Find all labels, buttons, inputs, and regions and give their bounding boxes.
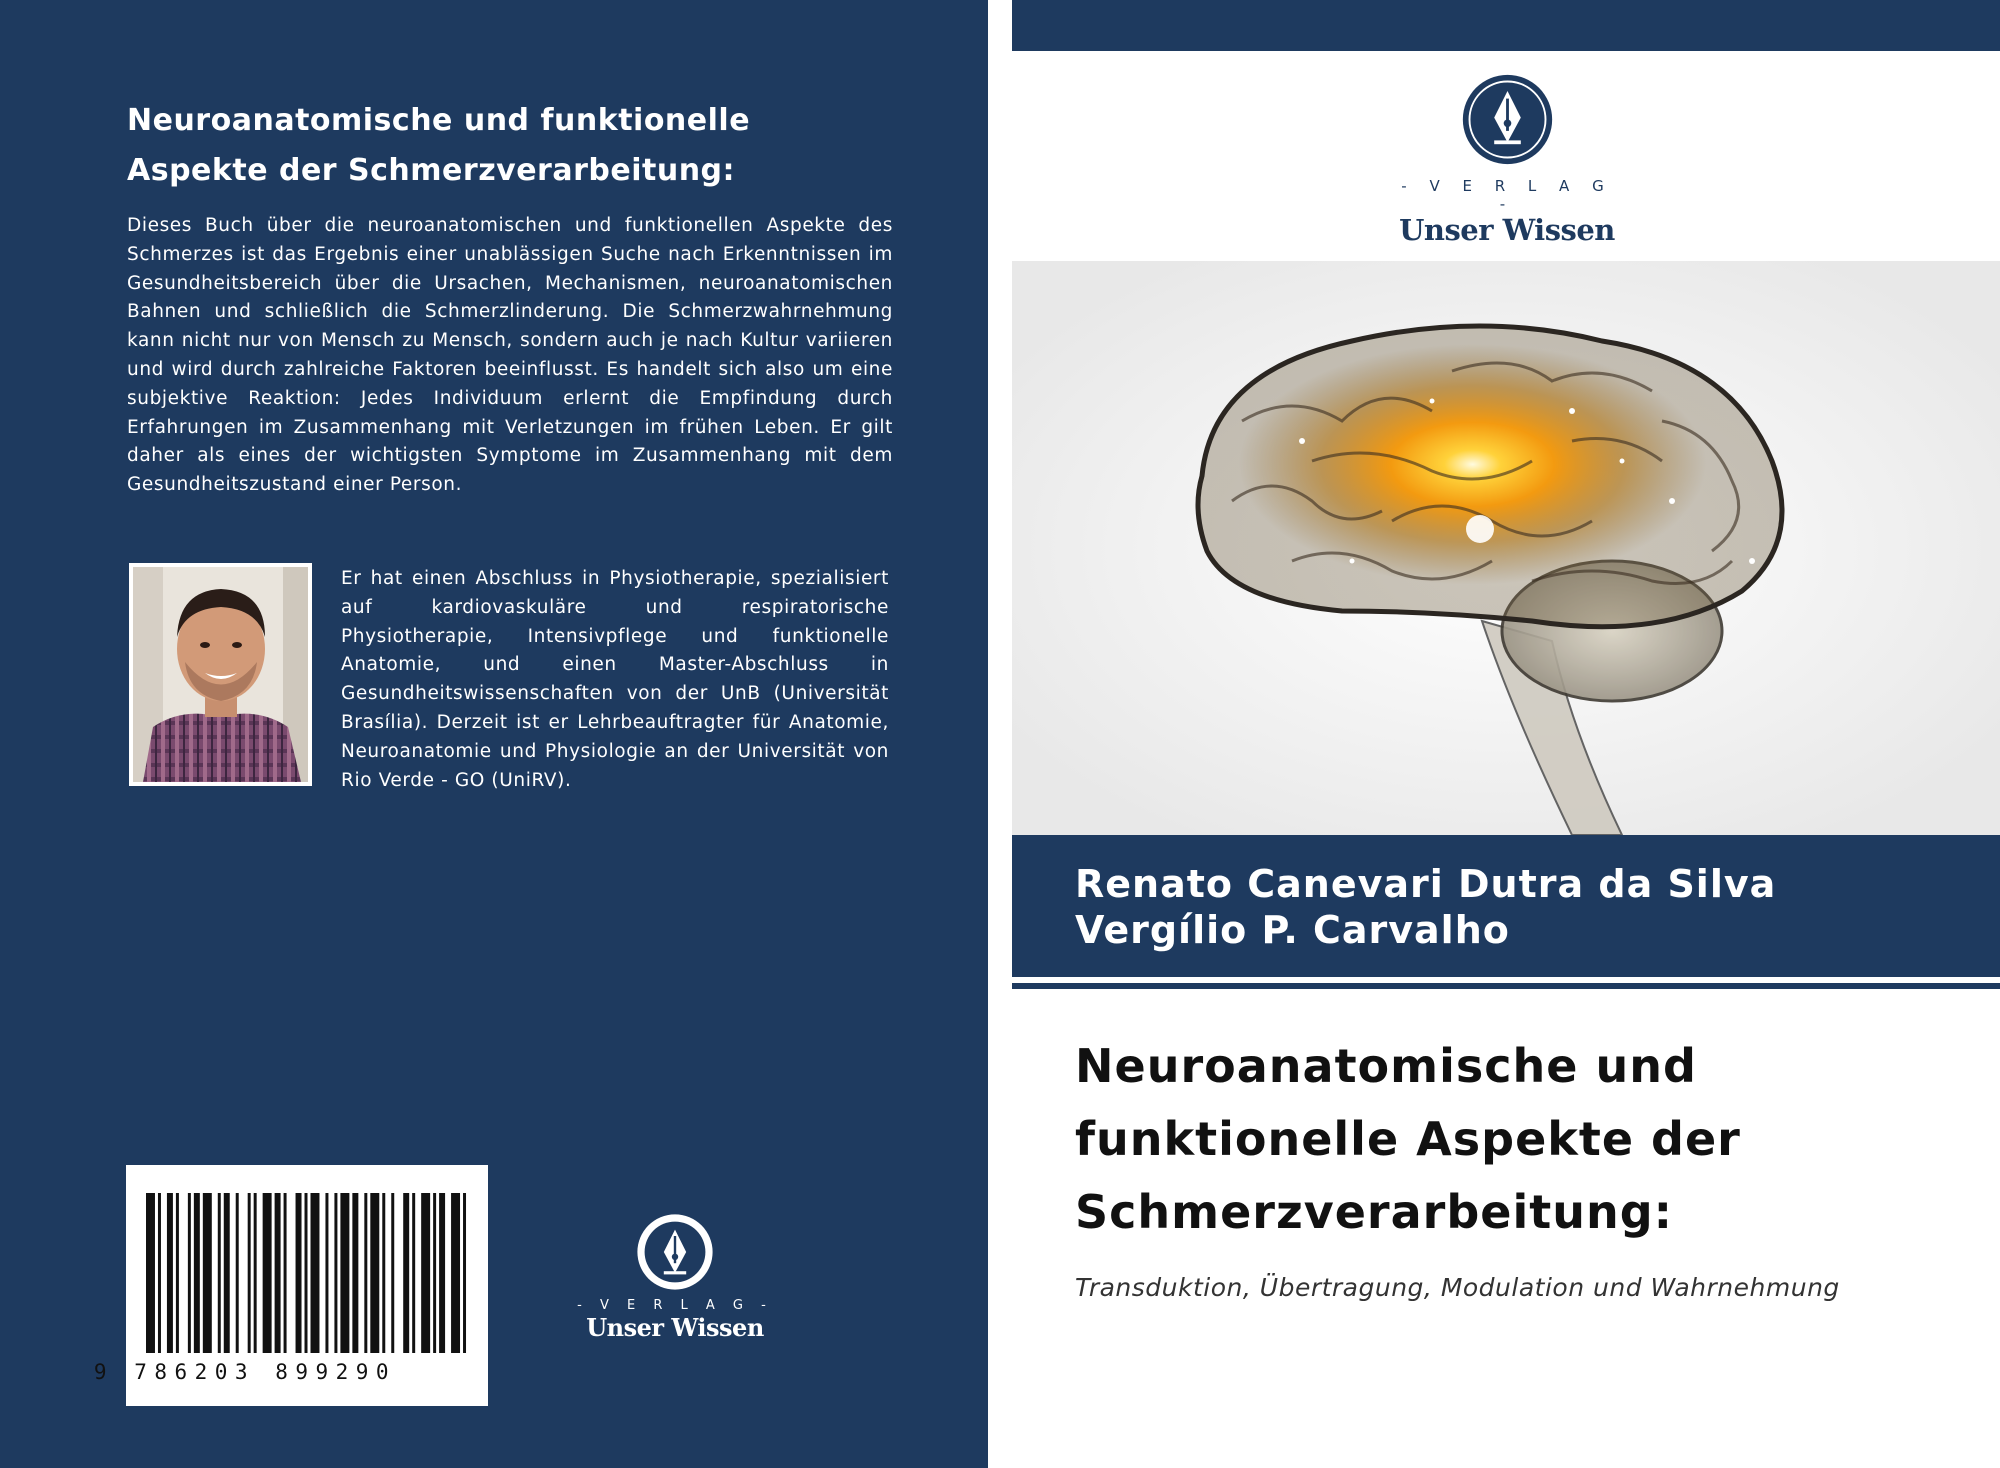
author-biography: Er hat einen Abschluss in Physiotherapie, spezialisiert auf kardiovaskuläre und respiratorische Physiotherapie, Intensivpflege und funktionelle Anatomie, und einen Master-Abschluss in Gesundheitswissenschaften von der UnB (Universität Brasília). Derzeit ist er Lehrbeauftragter für Anatomie, Neuroanatomie und Physiologie an der Universität von Rio Verde - GO (UniRV). [341,568,889,791]
publisher-brand: Unser Wissen [586,1313,764,1342]
barcode-bar [451,1193,460,1353]
barcode-bar [334,1193,337,1353]
front-title-line-3: Schmerzverarbeitung: [1075,1185,1674,1239]
barcode-bar [296,1193,302,1353]
brain-illustration [1012,261,2000,835]
barcode-bar [463,1193,466,1353]
barcode-bar [439,1193,445,1353]
front-title-line-2: funktionelle Aspekte der [1075,1112,1741,1166]
verlag-label: - V E R L A G - [1401,177,1613,213]
front-cover [1012,0,2000,1468]
barcode-bar [370,1193,379,1353]
author-photo [129,563,312,786]
barcode-bar [352,1193,358,1353]
barcode-bar [364,1193,367,1353]
barcode-bar [224,1193,230,1353]
barcode-bar [284,1193,287,1353]
barcode-bar [433,1193,436,1353]
book-description: Dieses Buch über die neuroanatomischen und funktionellen Aspekte des Schmerzes ist das Ergebnis einer unablässigen Suche nach Erkenntnissen im Gesundheitsbereich über die Ursachen, Mechanismen, neuroanatomischen Bahnen und schließlich die Schmerzlinderung. Die Schmerzwahrnehmung kann nicht nur von Mensch zu Mensch, sondern auch je nach Kultur variieren und wird durch zahlreiche Faktoren beeinflusst. Es handelt sich also um eine subjektive Reaktion: Jedes Individuum erlernt die Empfindung durch Erfahrungen im Zusammenhang mit Verletzungen im frühen Leben. Er gilt daher als eines der wichtigsten Symptome im Zusammenhang mit dem Gesundheitszustand einer Person. [127,215,893,496]
barcode-bar [325,1193,328,1353]
barcode-bar [194,1193,200,1353]
brain-icon [1012,261,2000,835]
barcode-bar [403,1193,409,1353]
back-title-line-2: Aspekte der Schmerzverarbeitung: [127,153,736,188]
barcode-icon [144,1193,474,1353]
top-band [1012,0,2000,51]
barcode-bar [248,1193,251,1353]
barcode-bar [275,1193,281,1353]
back-cover [0,0,988,1468]
barcode-bar [176,1193,179,1353]
barcode-bar [382,1193,385,1353]
barcode-bar [310,1193,319,1353]
author-portrait-image [133,567,308,782]
back-publisher-logo [575,1212,775,1352]
barcode-bar [158,1193,161,1353]
author-name-1: Renato Canevari Dutra da Silva [1075,862,1777,906]
isbn-number: 9 786203 899290 [93,1360,397,1384]
barcode-bar [167,1193,173,1353]
verlag-label: - V E R L A G - [577,1298,773,1313]
barcode-bar [340,1193,349,1353]
barcode-bar [412,1193,415,1353]
author-name-2: Vergílio P. Carvalho [1075,908,1510,952]
barcode-bar [391,1193,394,1353]
barcode-bar [218,1193,221,1353]
barcode-bar [305,1193,308,1353]
front-title-line-1: Neuroanatomische und [1075,1039,1697,1093]
front-cover-title [1075,1030,1955,1249]
barcode-bar [263,1193,272,1353]
front-publisher-logo [1392,72,1622,247]
barcode-bar [203,1193,212,1353]
barcode-bar [254,1193,257,1353]
front-cover-subtitle: Transduktion, Übertragung, Modulation und Wahrnehmung [1075,1273,1840,1302]
back-title-line-1: Neuroanatomische und funktionelle [127,103,751,138]
publisher-brand: Unser Wissen [1399,213,1615,247]
spine-gap [988,0,1012,1468]
fountain-pen-seal-icon [635,1212,715,1292]
fountain-pen-seal-icon [1460,72,1555,167]
back-cover-title [127,96,907,196]
barcode-bar [188,1193,191,1353]
barcode-bar [146,1193,155,1353]
barcode-bar [236,1193,239,1353]
barcode-bar [421,1193,430,1353]
divider-rule [1012,983,2000,989]
author-band [1012,835,2000,977]
